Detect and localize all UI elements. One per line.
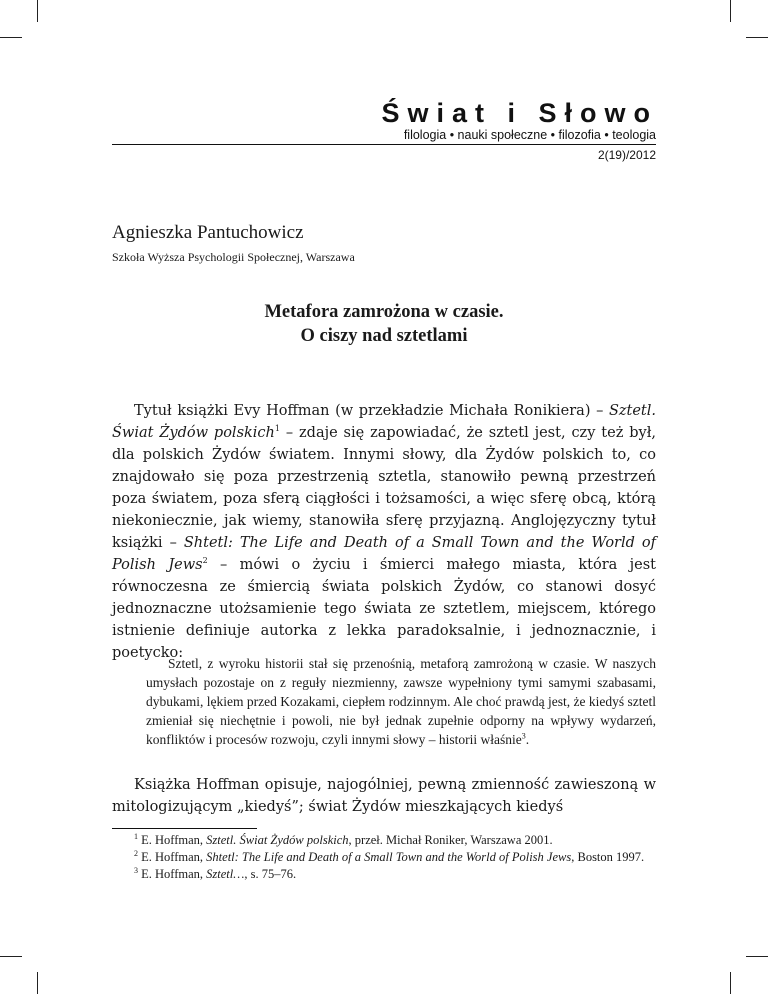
footnote-1 — [112, 832, 656, 849]
text-run: , przeł. Michał Roniker, Warszawa 2001. — [348, 833, 553, 847]
crop-mark — [746, 956, 768, 957]
journal-title: Świat i Słowo — [381, 98, 658, 128]
block-quote — [146, 654, 656, 749]
article-title-line-2: O ciszy nad sztetlami — [300, 326, 468, 346]
citation-title: Sztetl… — [206, 867, 245, 881]
quote-end: . — [525, 732, 530, 747]
header-rule — [112, 144, 656, 145]
citation-title: Sztetl. Świat Żydów polskich — [206, 833, 349, 847]
quote-paragraph — [146, 654, 656, 749]
author-affiliation: Szkoła Wyższa Psychologii Społecznej, Warszawa — [112, 250, 355, 264]
footnote-number: 1 — [134, 831, 138, 841]
text-run: E. Hoffman, — [138, 850, 207, 864]
article-title — [112, 300, 656, 348]
crop-mark — [730, 972, 731, 994]
text-run: , Boston 1997. — [571, 850, 645, 864]
footnotes — [112, 832, 656, 883]
text-run: E. Hoffman, — [138, 833, 207, 847]
issue-number: 2(19)/2012 — [597, 148, 656, 162]
article-title-line-1: Metafora zamrożona w czasie. — [264, 302, 504, 322]
quote-text: Sztetl, z wyroku historii stał się przenośnią, metaforą zamrożoną w czasie. W naszych umysłach pozostaje on z reguły niezmienny, zawsze wypełniony tymi samymi szabasami, dybukami, lękiem przed Kozakami, ciepłem rodzinnym. Ale choć prawdą jest, że kiedyś sztetl zmieniał się niechętnie i powoli, nie był jednak zupełnie odporny na wpływy wydarzeń, konfliktów i procesów rozwoju, czyli innymi słowy – historii właśnie — [146, 656, 656, 747]
footnote-rule — [112, 828, 257, 829]
journal-subtitle: filologia • nauki społeczne • filozofia • teologia — [403, 128, 656, 142]
book-title-pl: Sztetl. Świat Żydów polskich — [112, 403, 656, 441]
footnote-ref[interactable]: 2 — [202, 556, 208, 566]
citation-title: Shtetl: The Life and Death of a Small Town and the World of Polish Jews — [206, 850, 572, 864]
text-run: – mówi o życiu i śmierci małego miasta, która jest równoczesna ze śmiercią świata polskich Żydów, co stanowi dosyć jednoznaczne utożsamienie tego świata ze sztetlem, miejscem, którego istnienie definiuje autorka z lekka paradoksalnie, i jednoznacznie, i poetycko: — [112, 557, 656, 661]
text-run: E. Hoffman, — [138, 867, 207, 881]
crop-mark — [37, 972, 38, 994]
text-run: – zdaje się zapowiadać, że sztetl jest, czy też był, dla polskich Żydów światem. Innymi słowy, dla Żydów polskich to, co znajdowało się poza przestrzenią sztetla, stanowiło pewną przestrzeń poza światem, poza sferą ciągłości i tożsamości, a więc sferę obcą, którą niekoniecznie, jak wiemy, stanowiła sferę przyjazną. Anglojęzyczny tytuł książki – — [112, 425, 657, 551]
crop-mark — [0, 37, 22, 38]
book-title-en: Shtetl: The Life and Death of a Small Town and the World of Polish Jews — [112, 535, 657, 573]
crop-mark — [746, 37, 768, 38]
body-text-continued — [112, 774, 656, 818]
body-text — [112, 400, 656, 664]
footnote-2 — [112, 849, 656, 866]
footnote-number: 2 — [134, 848, 138, 858]
footnote-ref[interactable]: 1 — [274, 424, 280, 434]
crop-mark — [730, 0, 731, 22]
footnote-number: 3 — [134, 865, 138, 875]
author-name: Agnieszka Pantuchowicz — [112, 222, 304, 243]
footnote-3 — [112, 866, 656, 883]
crop-mark — [37, 0, 38, 22]
footnote-ref[interactable]: 3 — [521, 731, 526, 741]
text-run: , s. 75–76. — [244, 867, 297, 881]
paragraph: Książka Hoffman opisuje, najogólniej, pewną zmienność zawieszoną w mitologizującym „kiedyś”; świat Żydów mieszkających kiedyś — [112, 777, 656, 815]
crop-mark — [0, 956, 22, 957]
paragraph — [112, 400, 656, 664]
text-run: Tytuł książki Evy Hoffman (w przekładzie Michała Ronikiera) – — [134, 403, 609, 419]
